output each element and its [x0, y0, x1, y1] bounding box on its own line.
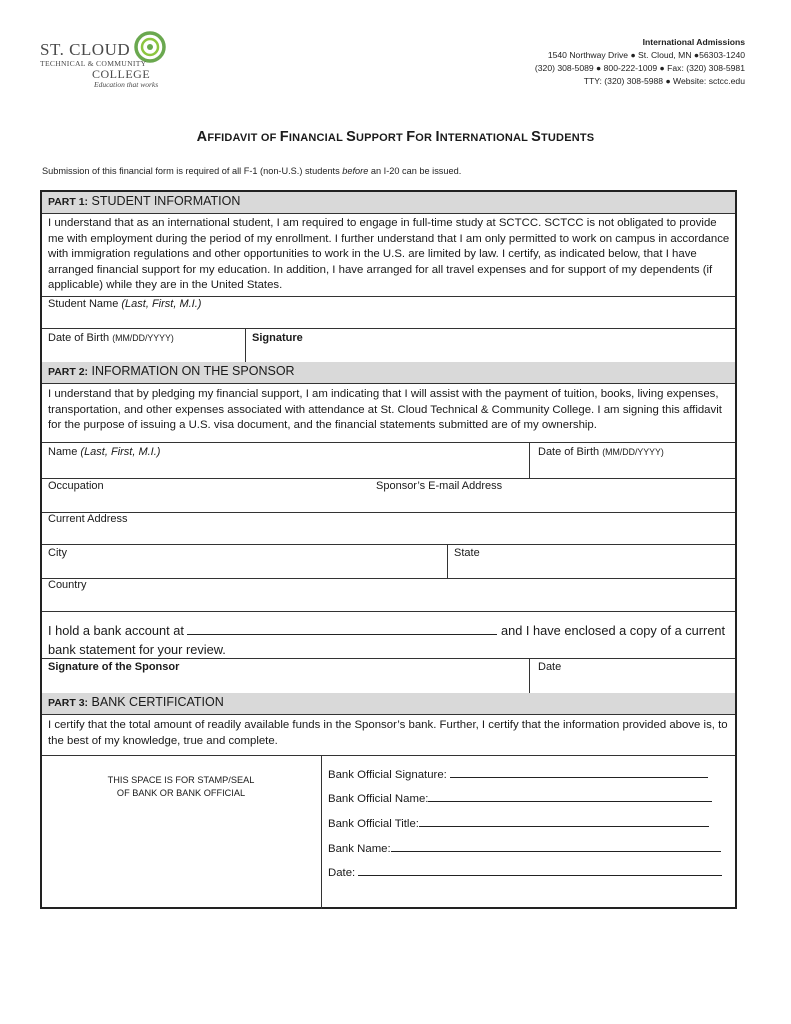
- title-cap: A: [196, 129, 208, 145]
- logo-line-2: TECHNICAL & COMMUNITY: [40, 59, 147, 68]
- sponsor-date-field[interactable]: Date: [538, 661, 562, 673]
- logo-line-1: ST. CLOUD: [40, 40, 131, 59]
- divider: [42, 296, 735, 297]
- college-logo: [40, 30, 190, 92]
- title-small: TUDENTS: [540, 132, 595, 144]
- stamp-area: [42, 774, 320, 800]
- title-small: FFIDAVIT OF: [207, 132, 280, 144]
- bank-account-text-end: and I have enclosed a copy of a current: [501, 623, 726, 638]
- student-name-hint: (Last, First, M.I.): [121, 298, 202, 310]
- bank-field-label: Bank Name:: [328, 843, 391, 855]
- bank-official-name-field[interactable]: [328, 789, 712, 805]
- student-name-label: Student Name: [48, 298, 119, 310]
- title-cap: F: [279, 129, 289, 145]
- part1-paragraph: I understand that as an international student, I am required to engage in full-time study at SCTCC. SCTCC is not obligated to provide me with employment during the period of my enrollment. I further understand that I am only permitted to work on campus in accordance with immigration regulations and other opportunities to work in the U.S. are limited by law. I certify, as indicated below, that I have arranged financial support for my education. In addition, I have arranged for all travel expenses and for support of my dependents (if applicable) while they are in the United States.: [48, 217, 730, 292]
- divider: [42, 512, 735, 513]
- sponsor-name-field[interactable]: [48, 446, 160, 458]
- part2-label: PART 2:: [48, 366, 89, 378]
- note-emphasis: before: [342, 166, 369, 176]
- divider: [42, 658, 735, 659]
- bank-date-field[interactable]: [328, 863, 722, 879]
- bank-account-statement: [48, 622, 725, 638]
- office-name: International Admissions: [642, 37, 745, 47]
- office-tty: TTY: (320) 308-5988 ● Website: sctcc.edu: [583, 76, 745, 86]
- bank-field-label: Date:: [328, 867, 356, 879]
- logo-line-3: COLLEGE: [92, 67, 151, 81]
- bank-field-blank[interactable]: [419, 814, 709, 827]
- divider: [42, 478, 735, 479]
- state-field[interactable]: State: [454, 547, 480, 559]
- title-small: UPPORT: [355, 132, 407, 144]
- stamp-line-1: THIS SPACE IS FOR STAMP/SEAL: [107, 775, 255, 785]
- bank-field-blank[interactable]: [450, 765, 708, 778]
- bank-name-blank[interactable]: [187, 622, 497, 635]
- part2-heading: INFORMATION ON THE SPONSOR: [91, 364, 295, 378]
- part3-header: [42, 693, 735, 715]
- sponsor-dob-label: Date of Birth: [538, 446, 600, 458]
- stamp-line-2: OF BANK OR BANK OFFICIAL: [116, 788, 246, 798]
- title-cap: S: [346, 129, 356, 145]
- part3-label: PART 3:: [48, 697, 89, 709]
- office-phone: (320) 308-5089 ● 800-222-1009 ● Fax: (320) 308-5981: [534, 63, 745, 73]
- title-small: OR: [415, 132, 436, 144]
- bank-field-label: Bank Official Name:: [328, 793, 429, 805]
- divider: [42, 442, 735, 443]
- sponsor-email-field[interactable]: Sponsor’s E-mail Address: [376, 480, 503, 492]
- contact-block: [535, 36, 745, 88]
- divider: [42, 578, 735, 579]
- occupation-field[interactable]: Occupation: [48, 480, 104, 492]
- affidavit-form: [40, 190, 737, 909]
- divider: [529, 658, 530, 693]
- student-dob-hint: (MM/DD/YYYY): [112, 333, 174, 343]
- bank-statement-text: bank statement for your review.: [48, 642, 226, 657]
- bank-field-label: Bank Official Signature:: [328, 769, 447, 781]
- logo-tagline: Education that works: [94, 80, 159, 89]
- part1-label: PART 1:: [48, 196, 89, 208]
- divider: [245, 328, 246, 362]
- title-cap: I: [435, 129, 440, 145]
- part1-header: [42, 192, 735, 214]
- bank-field-blank[interactable]: [358, 863, 722, 876]
- part3-heading: BANK CERTIFICATION: [91, 695, 224, 709]
- divider: [42, 755, 735, 756]
- title-small: NTERNATIONAL: [439, 132, 532, 144]
- bank-field-label: Bank Official Title:: [328, 818, 419, 830]
- student-dob-field[interactable]: [48, 332, 174, 344]
- sponsor-signature-field[interactable]: Signature of the Sponsor: [48, 661, 180, 673]
- student-signature-field[interactable]: Signature: [252, 332, 303, 344]
- submission-note: [42, 166, 461, 176]
- sponsor-dob-hint: (MM/DD/YYYY): [602, 447, 664, 457]
- title-cap: F: [406, 129, 416, 145]
- sponsor-dob-field[interactable]: [538, 446, 664, 458]
- country-field[interactable]: Country: [48, 579, 87, 591]
- bank-field-blank[interactable]: [428, 789, 712, 802]
- title-small: INANCIAL: [288, 132, 347, 144]
- sponsor-name-label: Name: [48, 446, 78, 458]
- bank-official-title-field[interactable]: [328, 814, 709, 830]
- student-dob-label: Date of Birth: [48, 332, 110, 344]
- part2-paragraph: I understand that by pledging my financial support, I am indicating that I will assist with the payment of tuition, books, living expenses, transportation, and other expenses associated with attendance at St. Cloud Technical & Community College. I am signing this affidavit for the purpose of issuing a U.S. visa document, and the financial statements submitted are of my ownership.: [48, 388, 722, 432]
- bank-name-field[interactable]: [328, 839, 721, 855]
- part3-paragraph: I certify that the total amount of readily available funds in the Sponsor’s bank. Further, I certify that the information provided above is, to the best of my knowledge, true and complete.: [48, 719, 728, 747]
- divider: [42, 328, 735, 329]
- sponsor-name-hint: (Last, First, M.I.): [80, 446, 161, 458]
- office-address: 1540 Northway Drive ● St. Cloud, MN ●56303-1240: [547, 50, 745, 60]
- divider: [321, 755, 322, 909]
- bank-official-signature-field[interactable]: [328, 765, 708, 781]
- title-cap: S: [531, 129, 541, 145]
- note-text: Submission of this financial form is required of all F-1 (non-U.S.) students: [42, 166, 343, 176]
- city-field[interactable]: City: [48, 547, 67, 559]
- part2-header: [42, 362, 735, 384]
- divider: [42, 544, 735, 545]
- current-address-field[interactable]: Current Address: [48, 513, 128, 525]
- bank-field-blank[interactable]: [391, 839, 721, 852]
- divider: [447, 544, 448, 578]
- student-name-field[interactable]: [48, 298, 201, 310]
- part1-heading: STUDENT INFORMATION: [91, 194, 241, 208]
- note-text-end: an I-20 can be issued.: [368, 166, 462, 176]
- divider: [529, 442, 530, 478]
- divider: [42, 611, 735, 612]
- document-title: [0, 129, 791, 145]
- bank-account-text: I hold a bank account at: [48, 623, 184, 638]
